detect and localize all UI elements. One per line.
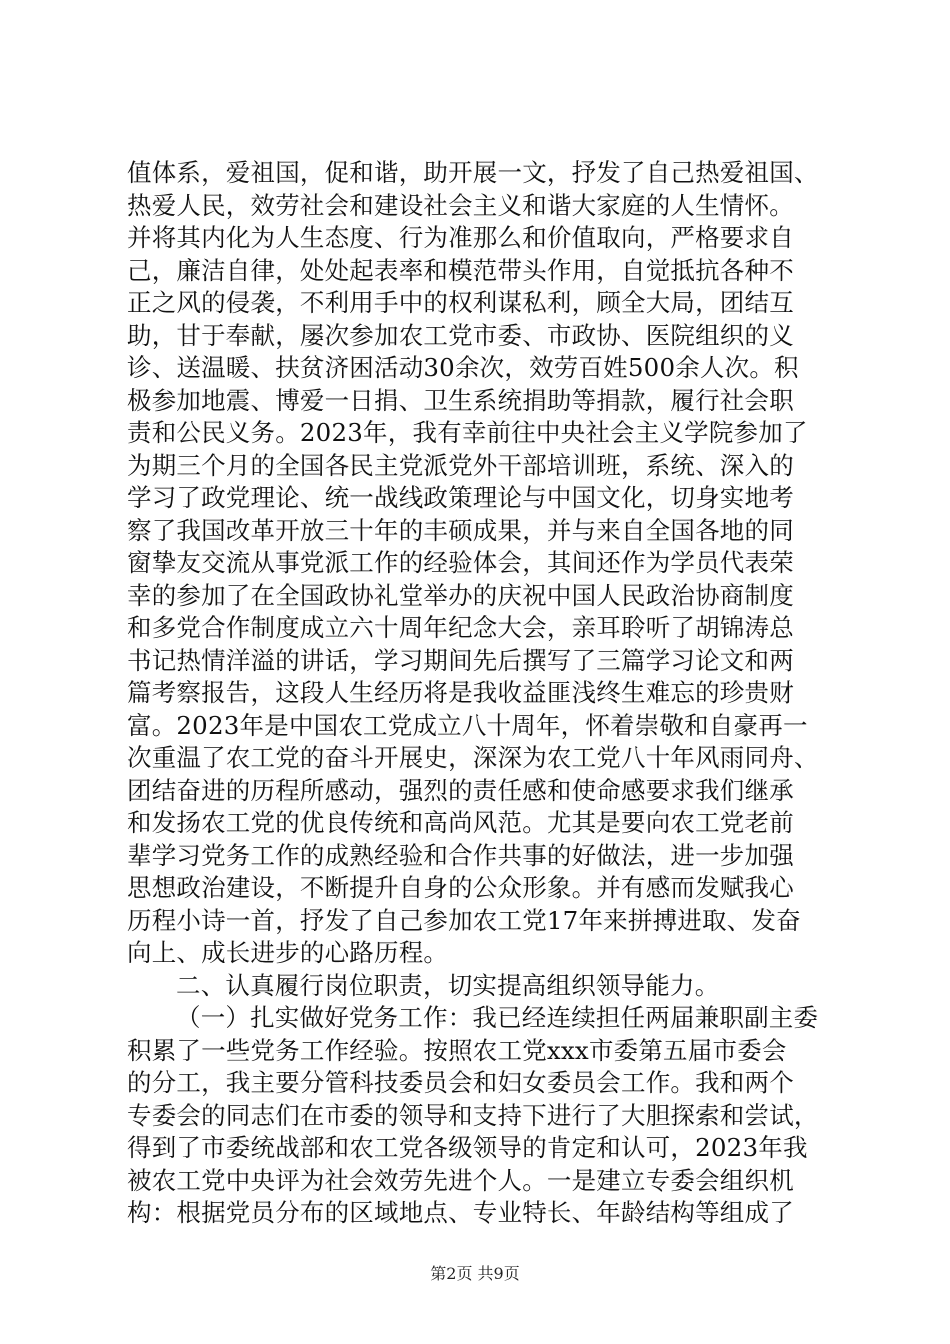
text-line: 向上、成长进步的心路历程。 [127, 938, 449, 967]
text-line: 团结奋进的历程所感动，强烈的责任感和使命感要求我们继承 [127, 775, 794, 805]
text-line: 专委会的同志们在市委的领导和支持下进行了大胆探索和尝试， [127, 1100, 819, 1130]
text-line: 积累了一些党务工作经验。按照农工党xxx市委第五届市委会 [127, 1035, 787, 1065]
text-line: 正之风的侵袭，不利用手中的权利谋私利，顾全大局，团结互 [127, 288, 794, 317]
text-line: 的分工，我主要分管科技委员会和妇女委员会工作。我和两个 [127, 1068, 794, 1097]
text-line: 极参加地震、博爱一日捐、卫生系统捐助等捐款，履行社会职 [127, 385, 794, 415]
page-number: 第2页 共9页 [430, 1264, 520, 1283]
text-line: 构：根据党员分布的区域地点、专业特长、年龄结构等组成了 [127, 1198, 794, 1227]
text-line: 篇考察报告，这段人生经历将是我收益匪浅终生难忘的珍贵财 [127, 678, 794, 707]
text-line: 书记热情洋溢的讲话，学习期间先后撰写了三篇学习论文和两 [127, 645, 794, 675]
text-line: 学习了政党理论、统一战线政策理论与中国文化，切身实地考 [127, 483, 794, 512]
text-line: 为期三个月的全国各民主党派党外干部培训班，系统、深入的 [127, 450, 794, 480]
text-line: 责和公民义务。2023年，我有幸前往中央社会主义学院参加了 [127, 418, 808, 447]
text-line: 和发扬农工党的优良传统和高尚风范。尤其是要向农工党老前 [127, 808, 794, 837]
text-line: 并将其内化为人生态度、行为准那么和价值取向，严格要求自 [127, 223, 794, 252]
text-line: 次重温了农工党的奋斗开展史，深深为农工党八十年风雨同舟、 [127, 743, 819, 772]
section-heading: 二、认真履行岗位职责，切实提高组织领导能力。 [176, 970, 720, 1000]
text-line: 和多党合作制度成立六十周年纪念大会，亲耳聆听了胡锦涛总 [127, 613, 794, 642]
text-line: 历程小诗一首，抒发了自己参加农工党17年来拼搏进取、发奋 [127, 905, 801, 935]
text-line: 助，甘于奉献，屡次参加农工党市委、市政协、医院组织的义 [127, 320, 794, 350]
body-text [127, 157, 827, 1230]
text-line: 幸的参加了在全国政协礼堂举办的庆祝中国人民政治协商制度 [127, 580, 794, 610]
text-line: 得到了市委统战部和农工党各级领导的肯定和认可，2023年我 [127, 1133, 808, 1162]
text-line: 思想政治建设，不断提升自身的公众形象。并有感而发赋我心 [127, 873, 794, 902]
text-line: 被农工党中央评为社会效劳先进个人。一是建立专委会组织机 [127, 1165, 794, 1195]
subsection-heading: （一）扎实做好党务工作：我已经连续担任两届兼职副主委 [176, 1003, 819, 1032]
text-line: 富。2023年是中国农工党成立八十周年，怀着崇敬和自豪再一 [127, 710, 808, 740]
text-line: 己，廉洁自律，处处起表率和模范带头作用，自觉抵抗各种不 [127, 255, 794, 285]
page-footer [0, 1264, 950, 1284]
text-line: 辈学习党务工作的成熟经验和合作共事的好做法，进一步加强 [127, 840, 794, 870]
text-line: 诊、送温暖、扶贫济困活动30余次，效劳百姓500余人次。积 [127, 353, 799, 382]
text-line: 窗挚友交流从事党派工作的经验体会，其间还作为学员代表荣 [127, 548, 794, 577]
text-line: 察了我国改革开放三十年的丰硕成果，并与来自全国各地的同 [127, 515, 794, 545]
text-line: 值体系，爱祖国，促和谐，助开展一文，抒发了自己热爱祖国、 [127, 158, 819, 187]
text-line: 热爱人民，效劳社会和建设社会主义和谐大家庭的人生情怀。 [127, 190, 794, 220]
